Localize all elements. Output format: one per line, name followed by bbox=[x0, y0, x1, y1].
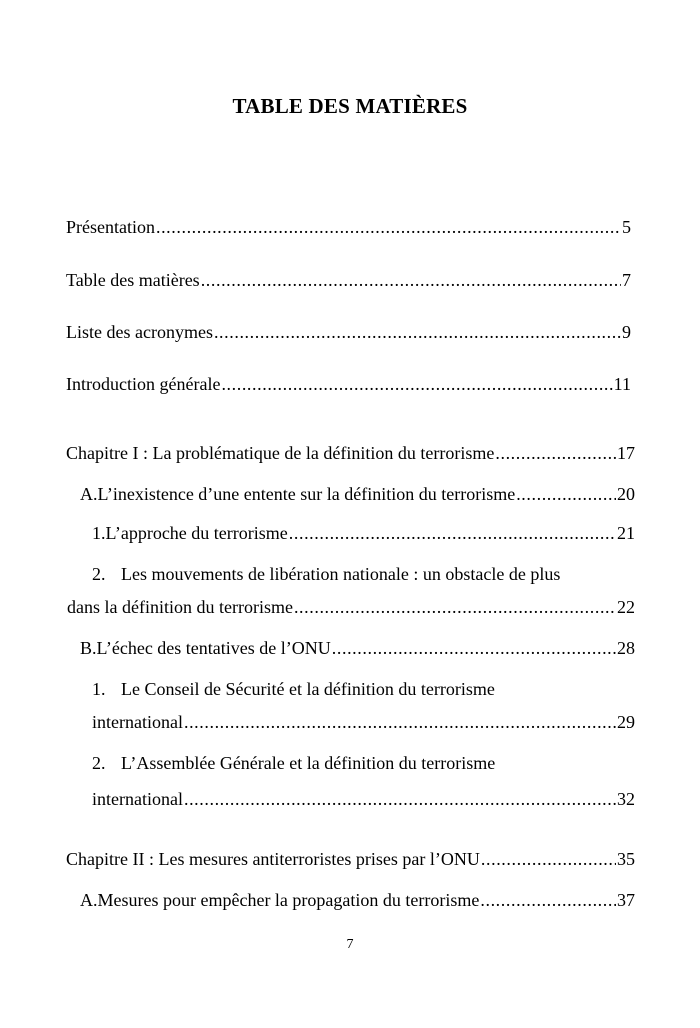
toc-entry-chapitre-1-b-1-line1[interactable] bbox=[92, 678, 495, 700]
toc-leader-dots bbox=[481, 848, 616, 870]
toc-section-marker: 2. bbox=[92, 753, 106, 773]
toc-section-marker: B. bbox=[80, 638, 97, 658]
toc-entry-label: L’approche du terrorisme bbox=[105, 523, 288, 543]
toc-entry-label: Table des matières bbox=[66, 270, 200, 290]
toc-entry-label: Liste des acronymes bbox=[66, 322, 213, 342]
toc-entry-page: 5 bbox=[622, 217, 631, 237]
toc-leader-dots bbox=[294, 596, 616, 618]
toc-entry-label: Chapitre II : Les mesures antiterroristes prises par l’ONU bbox=[66, 849, 480, 869]
toc-entry-chapitre-1-b-1[interactable] bbox=[92, 711, 635, 733]
toc-leader-dots bbox=[495, 442, 616, 464]
toc-entry-page: 22 bbox=[617, 597, 635, 617]
toc-entry-page: 9 bbox=[622, 322, 631, 342]
toc-leader-dots bbox=[156, 216, 621, 238]
toc-leader-dots bbox=[332, 637, 616, 659]
toc-entry-chapitre-1-b-2[interactable] bbox=[92, 788, 635, 810]
toc-entry-label: L’échec des tentatives de l’ONU bbox=[96, 638, 331, 658]
toc-entry-chapitre-2[interactable] bbox=[66, 848, 635, 870]
toc-entry-label: Mesures pour empêcher la propagation du terrorisme bbox=[97, 890, 480, 910]
toc-entry-label: international bbox=[92, 712, 183, 732]
toc-entry-page: 20 bbox=[617, 484, 635, 504]
toc-entry-chapitre-1-a-2-line1[interactable] bbox=[92, 563, 560, 585]
toc-leader-dots bbox=[214, 321, 621, 343]
toc-entry-page: 37 bbox=[617, 890, 635, 910]
toc-section-marker: 1. bbox=[92, 523, 106, 543]
toc-section-marker: A. bbox=[80, 890, 98, 910]
toc-leader-dots bbox=[184, 711, 616, 733]
toc-section-marker: 2. bbox=[92, 564, 106, 584]
toc-entry-label: Chapitre I : La problématique de la définition du terrorisme bbox=[66, 443, 495, 463]
toc-entry-chapitre-1-a[interactable] bbox=[80, 483, 635, 505]
page-title: TABLE DES MATIÈRES bbox=[232, 94, 468, 118]
toc-entry-introduction-generale[interactable] bbox=[66, 373, 631, 395]
toc-entry-label: Présentation bbox=[66, 217, 155, 237]
toc-leader-dots bbox=[516, 483, 616, 505]
toc-entry-page: 35 bbox=[617, 849, 635, 869]
toc-entry-label-line1: Le Conseil de Sécurité et la définition du terrorisme bbox=[121, 679, 495, 699]
toc-entry-chapitre-1-a-1[interactable] bbox=[92, 522, 635, 544]
toc-entry-page: 17 bbox=[617, 443, 635, 463]
toc-entry-label-line1: Les mouvements de libération nationale : un obstacle de plus bbox=[121, 564, 561, 584]
toc-entry-chapitre-1-b-2-line1[interactable] bbox=[92, 752, 495, 774]
toc-section-marker: 1. bbox=[92, 679, 106, 699]
toc-entry-page: 7 bbox=[622, 270, 631, 290]
toc-leader-dots bbox=[221, 373, 612, 395]
toc-entry-chapitre-1-b[interactable] bbox=[80, 637, 635, 659]
toc-entry-presentation[interactable] bbox=[66, 216, 631, 238]
toc-entry-label: L’inexistence d’une entente sur la définition du terrorisme bbox=[97, 484, 516, 504]
toc-entry-page: 32 bbox=[617, 789, 635, 809]
toc-entry-page: 28 bbox=[617, 638, 635, 658]
toc-entry-chapitre-1[interactable] bbox=[66, 442, 635, 464]
toc-entry-page: 21 bbox=[617, 523, 635, 543]
toc-entry-label-line1: L’Assemblée Générale et la définition du terrorisme bbox=[121, 753, 496, 773]
toc-entry-page: 11 bbox=[613, 374, 631, 394]
toc-leader-dots bbox=[184, 788, 616, 810]
toc-entry-table-des-matieres[interactable] bbox=[66, 269, 631, 291]
toc-leader-dots bbox=[480, 889, 616, 911]
toc-leader-dots bbox=[289, 522, 616, 544]
toc-leader-dots bbox=[201, 269, 621, 291]
toc-entry-label: Introduction générale bbox=[66, 374, 221, 394]
page-number: 7 bbox=[346, 937, 354, 952]
toc-entry-chapitre-1-a-2[interactable] bbox=[67, 596, 635, 618]
toc-entry-label: dans la définition du terrorisme bbox=[67, 597, 293, 617]
toc-entry-chapitre-2-a[interactable] bbox=[80, 889, 635, 911]
toc-entry-liste-des-acronymes[interactable] bbox=[66, 321, 631, 343]
toc-entry-page: 29 bbox=[617, 712, 635, 732]
toc-section-marker: A. bbox=[80, 484, 98, 504]
toc-entry-label: international bbox=[92, 789, 183, 809]
